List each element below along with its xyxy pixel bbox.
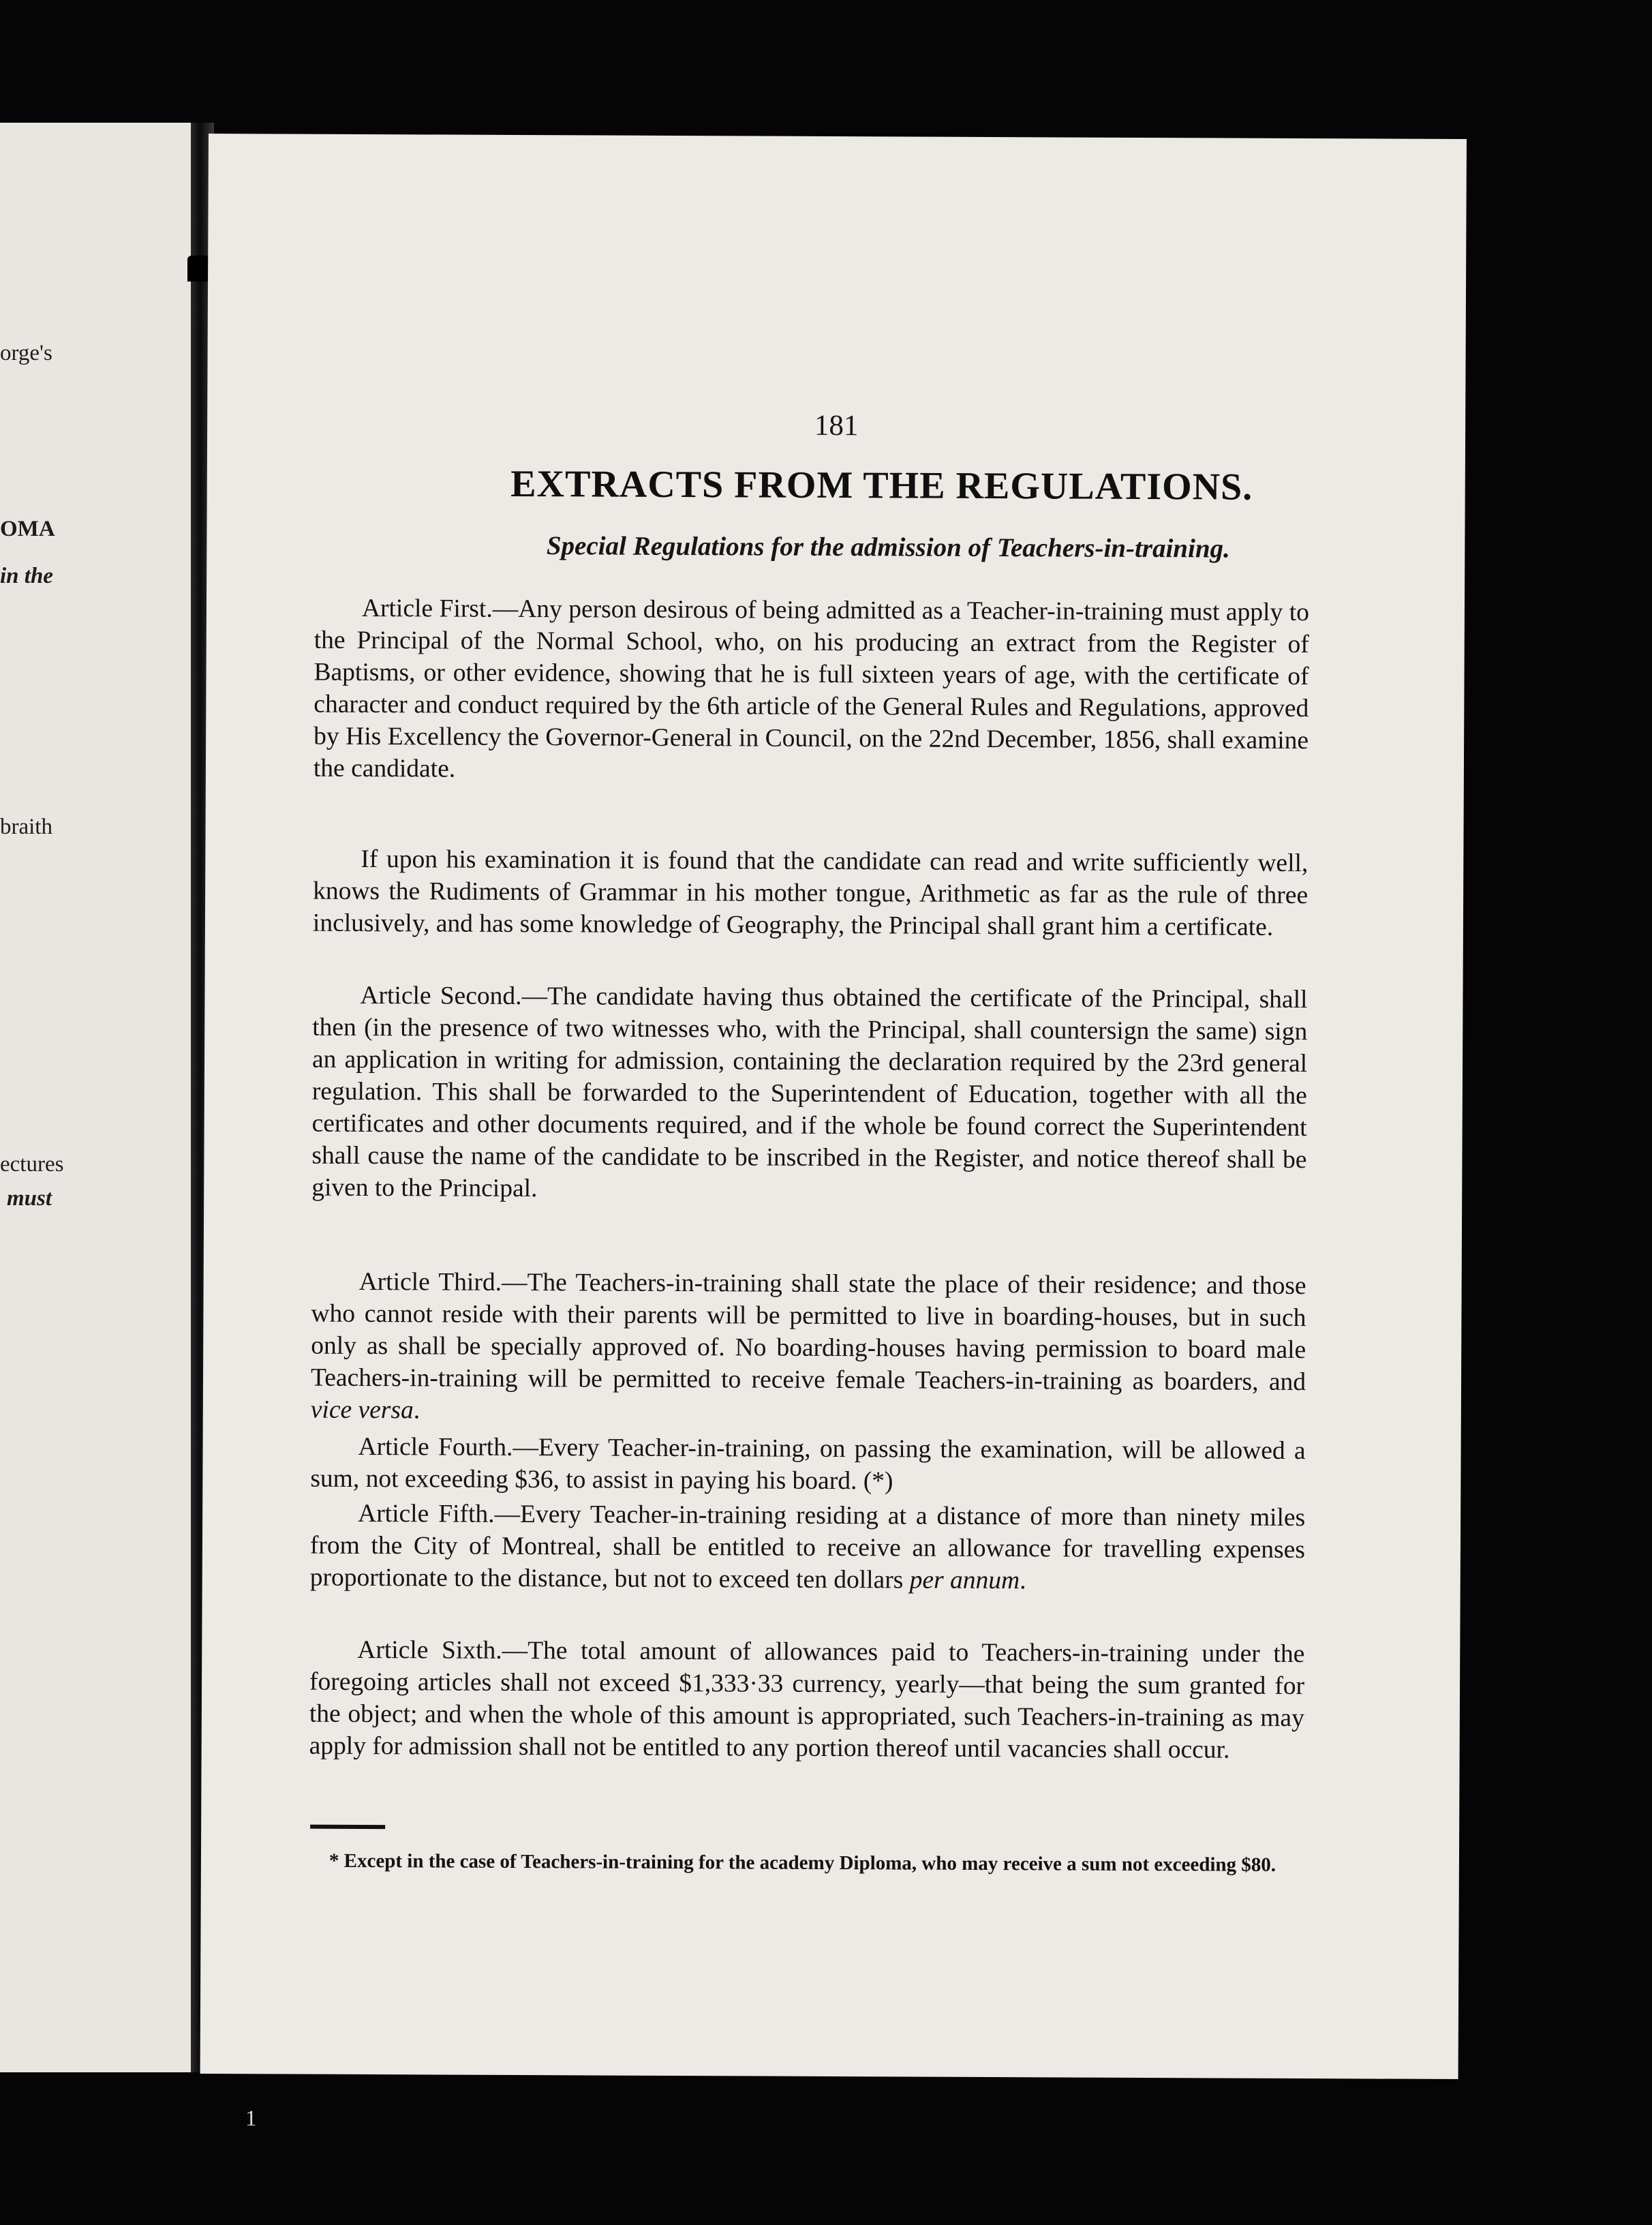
footnote: * Except in the case of Teachers-in-training for the academy Diploma, who may receive a sum not exceeding $80. [328,1849,1276,1876]
left-fragment: ectures [0,1152,64,1177]
main-page [200,134,1467,2079]
article-second [311,980,1307,1208]
article-fourth [310,1431,1305,1499]
article-text: If upon his examination it is found that the candidate can read and write sufficiently well, knows the Rudiments of Grammar in his mother tongue, Arithmetic as far as the rule of three inclusively, and has some knowledge of Geography, the Principal shall grant him a certificate. [312,845,1309,941]
article-lead: Article Third. [358,1267,502,1297]
article-text: —Any person desirous of being admitted as a Teacher-in-training must apply to the Principal of the Normal School, who, on his producing an extract from the Register of Baptisms, or other evidence, showing that he is full sixteen years of age, with the certificate of character and conduct required by the 6th article of the General Rules and Regulations, approved by His Excellency the Governor-General in Council, on the 22nd December, 1856, shall examine the candidate. [313,594,1310,783]
article-lead: Article First. [361,594,493,623]
left-fragment: in the [0,564,53,588]
left-fragment: OMA [0,517,55,541]
examination-paragraph [313,843,1309,943]
paragraph [311,1266,1306,1430]
paragraph [313,592,1309,789]
left-fragment: must [7,1186,52,1211]
paragraph [309,1634,1305,1766]
article-tail: . [413,1396,420,1425]
article-lead: Article Fourth. [358,1432,513,1462]
article-text: —The Teachers-in-training shall state the place of their residence; and those who cannot reside with their parents will be permitted to live in boarding-houses, but in such only as shall be specially approved of. No boarding-houses having permission to board male Teachers-in-training will be permitted to receive female Teachers-in-training as boarders, and [310,1268,1306,1397]
article-fifth [310,1498,1306,1598]
article-italic: vice versa [310,1395,414,1425]
left-fragment: braith [0,815,52,839]
paragraph [310,1431,1305,1499]
article-italic: per annum [909,1566,1020,1595]
page-subtitle: Special Regulations for the admission of Teachers-in-training. [546,531,1230,564]
paragraph [310,1498,1306,1598]
article-text: —The total amount of allowances paid to Teachers-in-training under the foregoing articles shall not exceed $1,333·33 currency, yearly—that being the sum granted for the object; and when the whole of this amount is appropriated, such Teachers-in-training as may apply for admission shall not be entitled to any portion thereof until vacancies shall occur. [309,1636,1305,1764]
article-lead: Article Sixth. [357,1635,502,1665]
page-title: EXTRACTS FROM THE REGULATIONS. [510,462,1253,509]
article-text: —The candidate having thus obtained the certificate of the Principal, shall then (in the presence of two witnesses who, with the Principal, shall countersign the same) sign an application in writing for admission, containing the declaration required by the 23rd general regulation. This shall be forwarded to the Superintendent of Education, together with all the certificates and other documents required, and if the whole be found correct the Superintendent shall cause the name of the candidate to be inscribed in the Register, and notice thereof shall be given to the Principal. [311,982,1308,1203]
article-lead: Article Second. [360,981,522,1011]
paragraph [311,980,1307,1208]
article-sixth [309,1634,1305,1766]
footnote-rule [310,1825,385,1829]
article-text: —Every Teacher-in-training, on passing the examination, will be allowed a sum, not exceeding $36, to assist in paying his board. (*) [310,1433,1306,1496]
left-facing-page [0,123,198,2072]
article-first [313,592,1309,789]
article-lead: Article Fifth. [358,1499,495,1528]
article-third [311,1266,1306,1430]
paragraph [313,843,1309,943]
page-number: 181 [814,409,859,442]
article-tail: . [1020,1566,1026,1595]
article-text: —Every Teacher-in-training residing at a distance of more than ninety miles from the City of Montreal, shall be entitled to receive an allowance for travelling expenses proportionate to the distance, but not to exceed ten dollars [309,1500,1306,1594]
left-fragment: orge's [0,341,52,365]
margin-mark: 1 [245,2106,257,2131]
